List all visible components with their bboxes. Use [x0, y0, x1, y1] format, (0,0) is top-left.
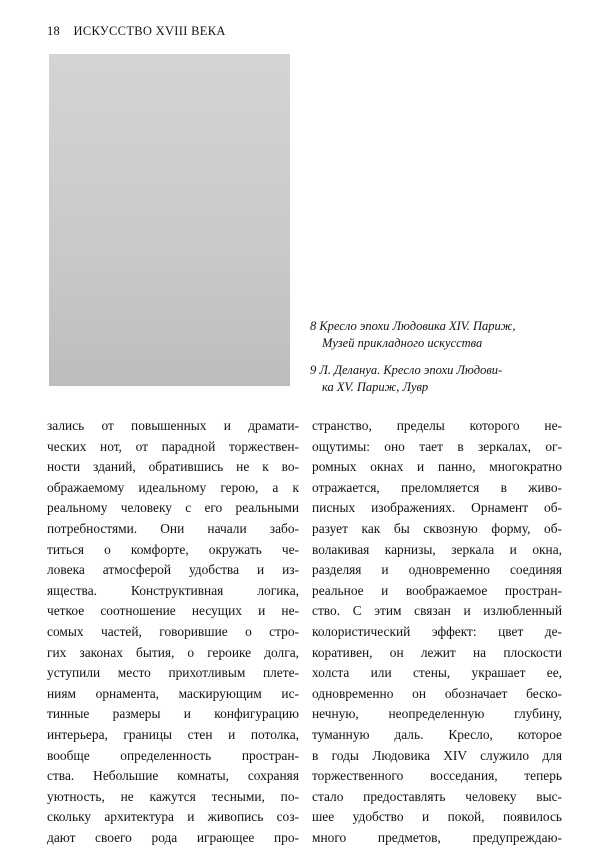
text-line: волакивая карнизы, зеркала и окна, [312, 541, 562, 557]
caption-line: ка XV. Париж, Лувр [322, 380, 429, 394]
text-line: титься о комфорте, окружать че- [47, 541, 299, 557]
text-line: ображаемому идеальному герою, а к [47, 479, 299, 495]
text-line: странство, пределы которого не- [312, 418, 562, 433]
figure-captions [310, 318, 560, 406]
text-line: интерьера, границы стен и потолка, [47, 726, 299, 742]
text-line: коративен, он лежит на плоскости [312, 644, 562, 660]
page-number: 18 [47, 24, 61, 38]
text-line: уютность, не кажутся тесными, по- [47, 788, 299, 804]
text-line: стало предоставлять человеку выс- [312, 788, 562, 804]
text-line: ческих нот, от парадной торжествен- [47, 438, 299, 454]
text-column-right [312, 416, 562, 848]
text-line: вообще определенность простран- [47, 747, 299, 763]
text-line: нечную, неопределенную глубину, [312, 706, 562, 722]
caption-line: Музей прикладного искусства [322, 336, 483, 350]
text-line: писных изображениях. Орнамент об- [312, 500, 562, 516]
text-line: торжественного восседания, теперь [312, 768, 562, 784]
text-line: разделяя и одновременно соединяя [312, 562, 562, 578]
text-line: ство. С этим связан и излюбленный [312, 603, 562, 619]
text-line: зались от повышенных и драмати- [47, 418, 299, 433]
caption-line: 9 Л. Делануа. Кресло эпохи Людови- [310, 363, 503, 377]
caption-figure-8 [310, 318, 560, 352]
text-line: сомых частей, говорившие о стро- [47, 623, 299, 639]
text-line: уступили место прихотливым плете- [47, 665, 299, 681]
text-line: четкое соотношение несущих и не- [47, 603, 299, 619]
text-line: ловека атмосферой удобства и из- [47, 562, 299, 578]
text-line: реальному человеку с его реальными [47, 500, 299, 516]
running-head [47, 24, 226, 39]
running-title: ИСКУССТВО XVIII ВЕКА [73, 24, 226, 38]
text-line: шее удобство и покой, появилось [312, 809, 562, 825]
text-line: колористический эффект: цвет де- [312, 623, 562, 639]
text-line: туманную даль. Кресло, которое [312, 726, 562, 742]
text-line: реальное и воображаемое простран- [312, 582, 562, 598]
text-line: ящества. Конструктивная логика, [47, 582, 299, 598]
text-line: скольку архитектура и живопись соз- [47, 809, 299, 825]
text-line: ниям орнамента, маскирующим ис- [47, 685, 299, 701]
text-line: одновременно он обозначает беско- [312, 685, 562, 701]
text-column-left [47, 416, 299, 848]
text-line: тинные размеры и конфигурацию [47, 706, 299, 722]
text-line: ности зданий, обратившись не к во- [47, 459, 299, 475]
caption-figure-9 [310, 362, 560, 396]
text-line: отражается, преломляется в живо- [312, 479, 562, 495]
caption-line: 8 Кресло эпохи Людовика XIV. Париж, [310, 319, 516, 333]
text-line: ощутимы: оно тает в зеркалах, ог- [312, 438, 562, 454]
armchair-photo [49, 54, 290, 386]
text-line: дают своего рода играющее про- [47, 829, 299, 845]
text-line: гих законах бытия, о героике долга, [47, 644, 299, 660]
text-line: потребностями. Они начали забо- [47, 520, 299, 536]
text-line: ства. Небольшие комнаты, сохраняя [47, 768, 299, 784]
text-line: много предметов, предупреждаю- [312, 829, 562, 845]
text-line: разует как бы сквозную форму, об- [312, 520, 562, 536]
text-line: холста или стены, украшает ее, [312, 665, 562, 681]
text-line: ромных окнах и панно, многократно [312, 459, 562, 475]
text-line: в годы Людовика XIV служило для [312, 747, 562, 763]
